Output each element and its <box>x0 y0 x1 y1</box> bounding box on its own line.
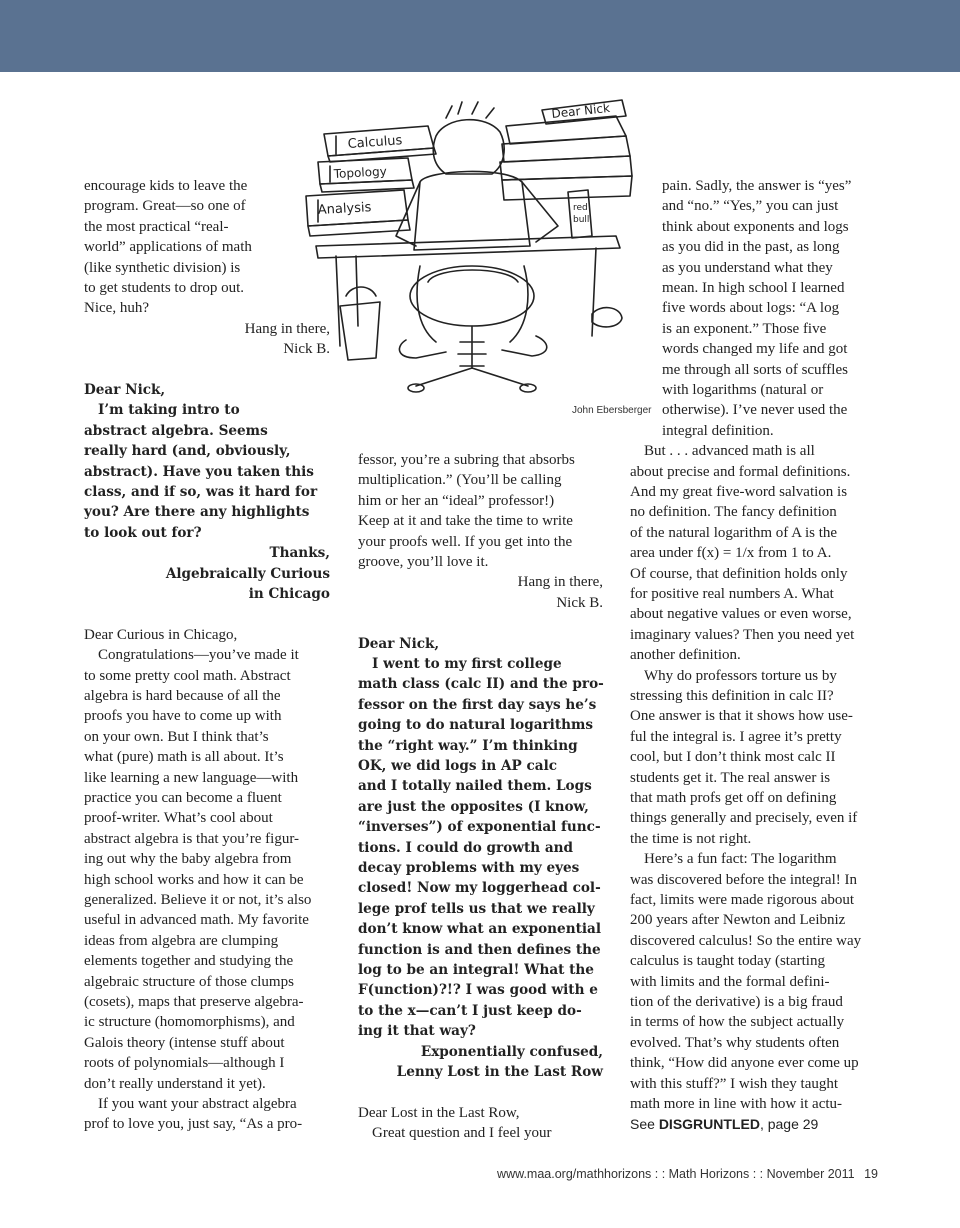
text-line: five words about logs: “A log <box>662 300 840 317</box>
reply-line: If you want your abstract algebra <box>98 1096 297 1112</box>
reply-line: elements together and studying the <box>84 953 294 970</box>
letter-signoff: Exponentially confused, <box>420 1043 603 1060</box>
stool-icon <box>410 266 534 326</box>
text-line: discovered calculus! So the entire way <box>630 932 862 949</box>
text-line: Nice, huh? <box>84 300 149 317</box>
text-line: stressing this definition in calc II? <box>630 688 834 704</box>
text-line: calculus is taught today (starting <box>630 953 825 970</box>
text-line: imaginary values? Then you need yet <box>630 626 855 643</box>
column-2 <box>358 450 603 1150</box>
signoff-name: Nick B. <box>283 341 330 358</box>
letter-signoff: in Chicago <box>248 586 330 602</box>
text-line: And my great five-word salvation is <box>630 484 848 500</box>
text-line: to get students to drop out. <box>84 280 244 296</box>
text-line: area under f(x) = 1/x from 1 to A. <box>630 545 832 562</box>
text-line: for positive real numbers A. What <box>630 586 834 602</box>
page-footer <box>497 1167 878 1181</box>
text-line: things generally and precisely, even if <box>630 810 858 827</box>
continued-on-link[interactable] <box>630 1114 818 1134</box>
signoff-name: Nick B. <box>556 594 603 611</box>
text-line: as you understand what they <box>662 259 833 276</box>
signoff-line: Hang in there, <box>244 320 330 337</box>
analysis-book-label: Analysis <box>317 200 372 218</box>
letter-line: you? Are there any highlights <box>84 504 310 521</box>
text-line: world” applications of math <box>84 239 252 256</box>
reply-line: what (pure) math is all about. It’s <box>84 749 284 766</box>
reply-line: (cosets), maps that preserve algebra- <box>84 994 304 1010</box>
text-line: mean. In high school I learned <box>662 280 845 296</box>
text-line: fact, limits were made rigorous about <box>630 892 855 908</box>
letter-line: math class (calc II) and the pro- <box>358 676 604 693</box>
text-line: that math profs get off on defining <box>630 790 837 806</box>
text-line: pain. Sadly, the answer is “yes” <box>662 178 852 194</box>
text-line: otherwise). I’ve never used the <box>662 402 848 419</box>
text-line: evolved. That’s why students often <box>630 1034 840 1051</box>
reply-line: proof-writer. What’s cool about <box>84 810 273 827</box>
letter-line: decay problems with my eyes <box>358 860 580 876</box>
illustration-credit: John Ebersberger <box>572 405 652 416</box>
text-line: program. Great—so one of <box>84 198 246 215</box>
letter-line: tions. I could do growth and <box>358 839 574 856</box>
text-line: was discovered before the integral! In <box>630 871 857 888</box>
reply-line: algebraic structure of those clumps <box>84 973 294 990</box>
letter-line: lege prof tells us that we really <box>358 900 595 917</box>
text-line: about negative values or even worse, <box>630 606 852 623</box>
footer-text: www.maa.org/mathhorizons : : Math Horizons : : November 2011 <box>497 1167 855 1181</box>
text-line: tion of the derivative) is a big fraud <box>630 994 843 1010</box>
letter-line: ing it that way? <box>358 1023 476 1040</box>
reply-line: ideas from algebra are clumping <box>84 932 279 949</box>
reply-line: like learning a new language—with <box>84 769 299 786</box>
text-line: think about exponents and logs <box>662 218 849 235</box>
reply-line: on your own. But I think that’s <box>84 728 269 745</box>
dear-nick-label: Dear Nick <box>550 100 611 121</box>
letter-line: closed! Now my loggerhead col- <box>358 880 601 897</box>
trash-bin-icon <box>340 302 380 360</box>
letter-signoff: Algebraically Curious <box>165 565 330 582</box>
letter-line: don’t know what an exponential <box>358 921 601 938</box>
letter-line: abstract algebra. Seems <box>84 422 268 439</box>
letter-line: abstract). Have you taken this <box>84 463 314 480</box>
text-line: (like synthetic division) is <box>84 259 241 276</box>
text-line: me through all sorts of scuffles <box>662 361 848 378</box>
letter-line: going to do natural logarithms <box>358 717 594 734</box>
calculus-book-label: Calculus <box>347 133 403 152</box>
student-head-icon <box>433 120 504 174</box>
text-line: with logarithms (natural or <box>662 382 824 398</box>
reply-greeting: Dear Curious in Chicago, <box>84 626 238 643</box>
letter-line: fessor on the first day says he’s <box>358 696 597 713</box>
top-header-bar <box>0 0 960 72</box>
crumpled-paper-icon <box>592 308 622 327</box>
reply-line: useful in advanced math. My favorite <box>84 912 309 929</box>
text-line: the time is not right. <box>630 830 752 847</box>
text-line: One answer is that it shows how use- <box>630 708 853 725</box>
text-line: and “no.” “Yes,” you can just <box>662 198 839 215</box>
text-line: Keep at it and take the time to write <box>358 513 573 530</box>
text-line: multiplication.” (You’ll be calling <box>358 472 562 489</box>
text-line: cool, but I don’t think most calc II <box>630 749 836 766</box>
see-word: DISGRUNTLED <box>658 1116 760 1133</box>
text-line: words changed my life and got <box>662 341 848 358</box>
reply-line: Congratulations—you’ve made it <box>98 647 299 664</box>
text-line: is an exponent.” Those five <box>662 320 827 337</box>
letter-line: F(unction)?!? I was good with e <box>358 982 598 999</box>
text-line: another definition. <box>630 647 741 664</box>
letter-line: “inverses”) of exponential func- <box>358 819 601 836</box>
text-line: with this stuff?” I wish they taught <box>630 1075 839 1092</box>
text-line: him or her an “ideal” professor!) <box>358 492 555 509</box>
text-line: with limits and the formal defini- <box>630 973 830 990</box>
letter-signoff: Lenny Lost in the Last Row <box>396 1064 603 1080</box>
letter-line: are just the opposites (I know, <box>358 798 589 815</box>
text-line: fessor, you’re a subring that absorbs <box>358 452 575 468</box>
text-line: Of course, that definition holds only <box>630 565 848 582</box>
reply-line: to some pretty cool math. Abstract <box>84 667 291 684</box>
can-label-bull: bull <box>573 215 590 225</box>
letter-greeting: Dear Nick, <box>84 382 166 398</box>
text-line: groove, you’ll love it. <box>358 554 489 570</box>
reply-line: Great question and I feel your <box>372 1125 552 1142</box>
reply-line: proofs you have to come up with <box>84 708 282 725</box>
letter-line: to look out for? <box>84 524 202 541</box>
letter-line: to the x—can’t I just keep do- <box>358 1002 582 1019</box>
letter-line: log to be an integral! What the <box>358 962 594 978</box>
text-line: encourage kids to leave the <box>84 178 248 194</box>
reply-greeting: Dear Lost in the Last Row, <box>358 1104 520 1121</box>
text-line: ful the integral is. I agree it’s pretty <box>630 728 842 745</box>
letter-signoff: Thanks, <box>269 545 330 562</box>
student-torso-icon <box>414 171 530 250</box>
reply-line: roots of polynomials—although I <box>84 1055 285 1072</box>
letter-line: I’m taking intro to <box>98 402 240 419</box>
see-prefix: See <box>630 1116 659 1133</box>
text-line: students get it. The real answer is <box>630 769 831 786</box>
text-line: the most practical “real- <box>84 218 229 235</box>
letter-line: and I totally nailed them. Logs <box>358 778 592 795</box>
reply-line: practice you can become a fluent <box>84 790 282 806</box>
reply-line: ic structure (homomorphisms), and <box>84 1014 295 1031</box>
reply-line: prof to love you, just say, “As a pro- <box>84 1116 303 1133</box>
reply-line: Galois theory (intense stuff about <box>84 1034 285 1051</box>
reply-line: high school works and how it can be <box>84 871 304 888</box>
reply-line: generalized. Believe it or not, it’s also <box>84 892 312 908</box>
text-line: But . . . advanced math is all <box>644 443 815 460</box>
letter-line: function is and then defines the <box>358 941 601 958</box>
letter-line: I went to my first college <box>372 656 562 672</box>
column-1 <box>84 176 330 1156</box>
text-line: think, “How did anyone ever come up <box>630 1055 859 1072</box>
signoff-line: Hang in there, <box>517 574 603 591</box>
topology-book-label: Topology <box>333 164 388 181</box>
letter-line: really hard (and, obviously, <box>84 443 291 460</box>
can-label-red: red <box>573 203 588 213</box>
letter-greeting: Dear Nick, <box>358 635 440 652</box>
text-line: 200 years after Newton and Leibniz <box>630 912 846 929</box>
student-at-desk-illustration <box>296 96 648 406</box>
text-line: math more in line with how it actu- <box>630 1096 843 1112</box>
text-line: in terms of how the subject actually <box>630 1014 845 1031</box>
column-3 <box>630 176 876 1156</box>
letter-line: class, and if so, was it hard for <box>84 484 318 500</box>
reply-line: abstract algebra is that you’re figur- <box>84 830 300 847</box>
reply-line: algebra is hard because of all the <box>84 688 281 704</box>
text-line: of the natural logarithm of A is the <box>630 524 838 541</box>
letter-line: the “right way.” I’m thinking <box>358 737 578 754</box>
see-suffix: , page 29 <box>759 1116 819 1133</box>
text-line: as you did in the past, as long <box>662 239 840 256</box>
text-line: Why do professors torture us by <box>644 667 837 684</box>
reply-line: don’t really understand it yet). <box>84 1075 266 1092</box>
page-number: 19 <box>864 1167 878 1181</box>
reply-line: ing out why the baby algebra from <box>84 851 292 868</box>
text-line: about precise and formal definitions. <box>630 463 851 480</box>
text-line: no definition. The fancy definition <box>630 504 837 521</box>
text-line: your proofs well. If you get into the <box>358 533 573 550</box>
text-line: integral definition. <box>662 422 774 439</box>
text-line: Here’s a fun fact: The logarithm <box>644 851 837 868</box>
letter-line: OK, we did logs in AP calc <box>358 758 558 774</box>
